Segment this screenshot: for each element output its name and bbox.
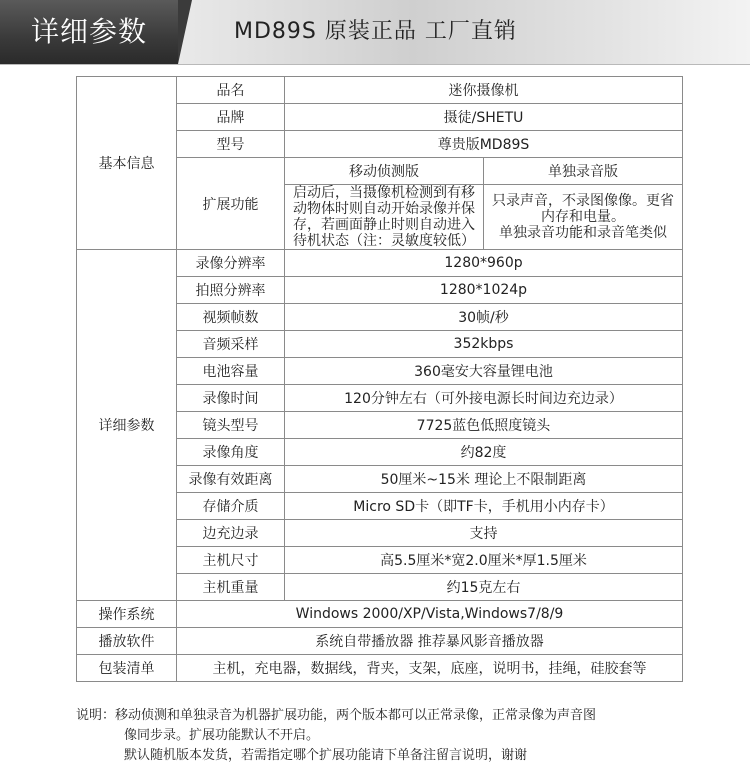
spec-value: 高5.5厘米*宽2.0厘米*厚1.5厘米 [285, 547, 683, 574]
spec-value: Windows 2000/XP/Vista,Windows7/8/9 [177, 601, 683, 628]
spec-value: 主机，充电器，数据线，背夹，支架，底座，说明书，挂绳，硅胶套等 [177, 655, 683, 682]
desc-line: 只录声音，不录图像像。更省 [492, 193, 674, 209]
spec-label: 录像分辨率 [177, 250, 285, 277]
footnote-line: 像同步录。扩展功能默认不开启。 [124, 728, 320, 743]
mode-audio-desc [484, 185, 683, 250]
mode-motion-title: 移动侦测版 [285, 158, 484, 185]
footnote-line: 说明：移动侦测和单独录音为机器扩展功能，两个版本都可以正常录像，正常录像为声音图 [76, 708, 597, 723]
spec-value: 120分钟左右（可外接电源长时间边充边录） [285, 385, 683, 412]
spec-value: 系统自带播放器 推荐暴风影音播放器 [177, 628, 683, 655]
spec-label: 录像有效距离 [177, 466, 285, 493]
spec-label: 录像角度 [177, 439, 285, 466]
spec-value: 7725蓝色低照度镜头 [285, 412, 683, 439]
spec-value: 1280*960p [285, 250, 683, 277]
footnote [76, 706, 696, 766]
spec-value: 支持 [285, 520, 683, 547]
mode-audio-title: 单独录音版 [484, 158, 683, 185]
table-row [77, 77, 683, 104]
desc-line: 单独录音功能和录音笔类似 [499, 225, 667, 241]
spec-label: 镜头型号 [177, 412, 285, 439]
header-subtitle: MD89S 原装正品 工厂直销 [234, 19, 517, 44]
spec-label: 存储介质 [177, 493, 285, 520]
spec-value: 尊贵版MD89S [285, 131, 683, 158]
spec-value: 约82度 [285, 439, 683, 466]
category-basic: 基本信息 [77, 77, 177, 250]
table-row [77, 601, 683, 628]
spec-value: 摄徒/SHETU [285, 104, 683, 131]
section-title: 详细参数 [0, 0, 178, 64]
table-row [77, 250, 683, 277]
mode-motion-desc [285, 185, 484, 250]
header-banner [0, 0, 750, 65]
desc-line: 待机状态（注：灵敏度较低） [293, 233, 475, 249]
spec-label: 录像时间 [177, 385, 285, 412]
spec-value: 50厘米~15米 理论上不限制距离 [285, 466, 683, 493]
spec-table [76, 76, 683, 682]
category-detail: 详细参数 [77, 250, 177, 601]
spec-value: 约15克左右 [285, 574, 683, 601]
spec-value: 30帧/秒 [285, 304, 683, 331]
category-player: 播放软件 [77, 628, 177, 655]
spec-label: 主机尺寸 [177, 547, 285, 574]
spec-value: Micro SD卡（即TF卡，手机用小内存卡） [285, 493, 683, 520]
desc-line: 存，若画面静止时则自动进入 [293, 217, 475, 233]
spec-label: 型号 [177, 131, 285, 158]
desc-line: 内存和电量。 [541, 209, 625, 225]
footnote-line: 默认随机版本发货，若需指定哪个扩展功能请下单备注留言说明，谢谢 [124, 748, 528, 763]
spec-value: 360毫安大容量锂电池 [285, 358, 683, 385]
spec-value: 迷你摄像机 [285, 77, 683, 104]
spec-label: 边充边录 [177, 520, 285, 547]
spec-value: 352kbps [285, 331, 683, 358]
table-row [77, 655, 683, 682]
category-os: 操作系统 [77, 601, 177, 628]
desc-line: 启动后，当摄像机检测到有移 [293, 185, 475, 201]
spec-value: 1280*1024p [285, 277, 683, 304]
table-row [77, 628, 683, 655]
spec-label: 音频采样 [177, 331, 285, 358]
ext-feature-label: 扩展功能 [177, 158, 285, 250]
category-package: 包装清单 [77, 655, 177, 682]
spec-label: 拍照分辨率 [177, 277, 285, 304]
spec-label: 主机重量 [177, 574, 285, 601]
spec-label: 品名 [177, 77, 285, 104]
spec-label: 电池容量 [177, 358, 285, 385]
spec-label: 品牌 [177, 104, 285, 131]
desc-line: 动物体时则自动开始录像并保 [293, 201, 475, 217]
spec-label: 视频帧数 [177, 304, 285, 331]
